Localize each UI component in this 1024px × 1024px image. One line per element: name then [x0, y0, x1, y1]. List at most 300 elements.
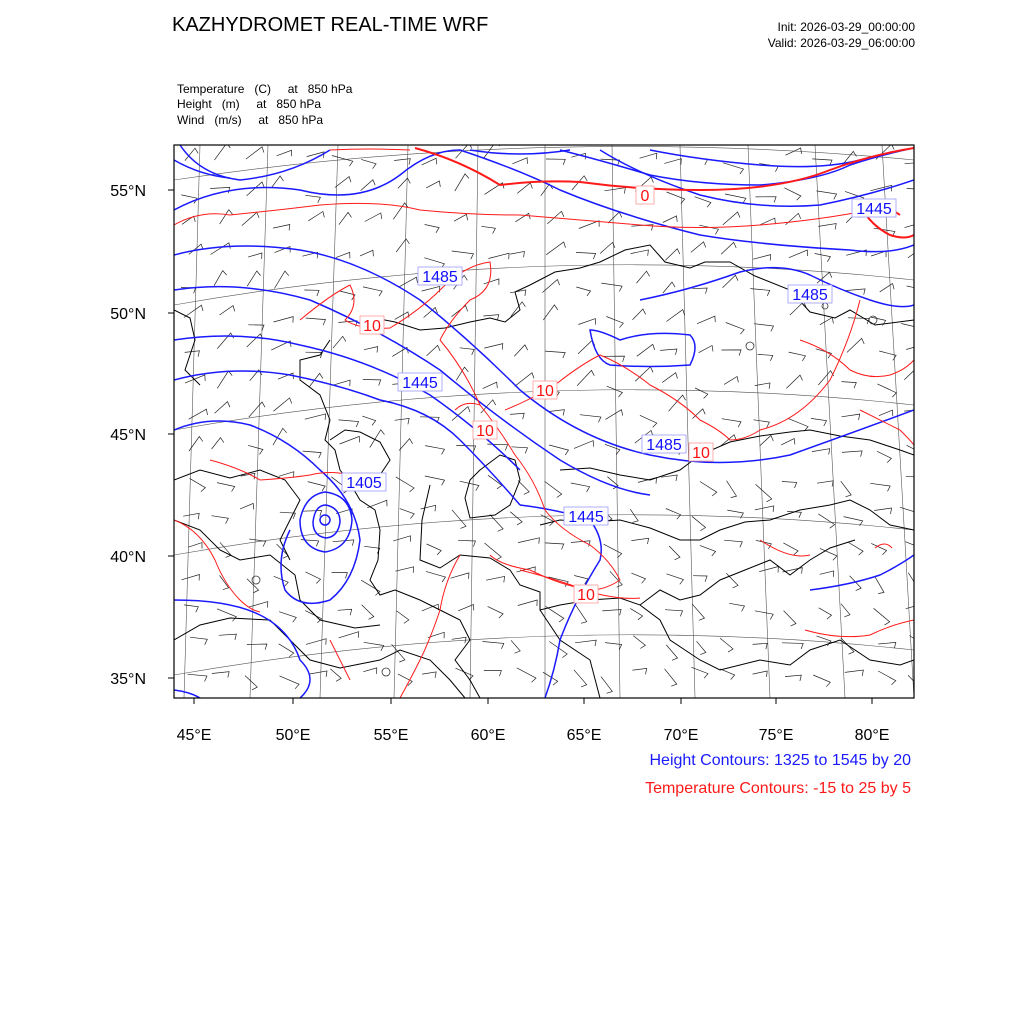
wind-barb: [786, 375, 802, 388]
wind-barb: [635, 367, 653, 381]
wind-barb: [546, 159, 565, 165]
wind-barb: [602, 610, 621, 616]
wind-barb: [789, 250, 808, 258]
wind-barb: [729, 603, 744, 611]
wind-barb: [817, 191, 837, 199]
wind-barb: [600, 242, 615, 253]
wind-barb: [306, 639, 326, 645]
temp-label: 10: [577, 587, 595, 604]
wind-barb: [574, 441, 594, 449]
wind-barb: [279, 472, 294, 478]
wind-barb: [870, 483, 890, 491]
wind-barb: [786, 148, 802, 155]
wind-barb: [786, 213, 801, 224]
wind-barb: [332, 156, 353, 167]
wind-barb: [454, 214, 468, 221]
wind-barb: [571, 483, 590, 492]
wind-barb: [664, 159, 681, 165]
wind-barb: [820, 318, 834, 325]
wind-barb: [724, 540, 742, 547]
wind-barb: [667, 192, 685, 204]
wind-barb: [451, 573, 469, 579]
wind-barb: [422, 286, 440, 292]
wind-barb: [720, 435, 736, 447]
wind-barb: [330, 669, 341, 681]
wind-barb: [305, 414, 326, 420]
wind-barb: [274, 576, 288, 586]
field-height: Height (m) at 850 hPa: [177, 97, 322, 111]
wind-barb: [633, 636, 645, 649]
wind-barb: [666, 645, 677, 660]
wind-barb: [632, 668, 646, 674]
wind-barb: [361, 159, 376, 168]
wind-barb: [904, 365, 922, 380]
lon-label-75: 75°E: [758, 727, 794, 744]
wind-barb: [511, 640, 520, 653]
height-label: 1485: [646, 437, 682, 454]
wind-barb: [248, 325, 264, 331]
borders: [174, 245, 914, 698]
lat-label-55: 55°N: [110, 183, 146, 200]
wind-barb: [604, 544, 622, 558]
wind-barb: [510, 251, 524, 257]
wind-barb: [397, 611, 409, 624]
wind-barb: [691, 242, 706, 253]
wind-barb: [514, 345, 527, 356]
wind-barb: [398, 178, 410, 188]
wind-barb: [784, 188, 801, 200]
wind-barb: [249, 402, 265, 417]
wind-barb: [274, 398, 292, 411]
wind-barb: [188, 674, 207, 681]
wind-barb: [184, 305, 203, 317]
wind-barb: [666, 509, 681, 520]
wind-barb: [877, 451, 891, 462]
wind-barb: [813, 675, 830, 687]
wind-barb: [630, 608, 642, 619]
wind-barb: [879, 410, 893, 416]
wind-barb: [753, 643, 768, 649]
wind-barb: [605, 410, 622, 420]
wind-barb: [905, 224, 919, 230]
wind-barb: [549, 445, 568, 455]
lon-label-45: 45°E: [176, 727, 212, 744]
wind-barb: [907, 286, 923, 295]
wind-barb: [905, 542, 920, 553]
wind-barb: [665, 610, 683, 617]
wind-barb: [601, 283, 622, 291]
wind-barb: [875, 577, 884, 594]
wind-barb: [753, 671, 768, 677]
wind-barb: [580, 415, 601, 423]
wind-barb: [427, 544, 442, 555]
height-label: 1485: [792, 287, 828, 304]
temp-label: 10: [536, 383, 554, 400]
wind-barb: [841, 604, 850, 617]
wind-barb: [400, 509, 415, 519]
wind-barb: [906, 476, 925, 483]
wind-barb: [695, 197, 711, 208]
wind-barb: [640, 415, 657, 427]
wind-barb: [452, 251, 474, 259]
wind-barb: [246, 147, 264, 159]
wind-barb: [364, 347, 378, 353]
wind-barb: [841, 382, 856, 389]
wind-barb: [753, 255, 771, 261]
wind-barb: [722, 419, 741, 427]
wind-barb: [214, 271, 227, 286]
wind-barb: [692, 516, 706, 530]
wind-barb: [543, 305, 558, 320]
wind-barb: [909, 636, 923, 649]
wind-barb: [425, 225, 440, 233]
lon-label-50: 50°E: [275, 727, 311, 744]
wind-barb: [395, 312, 409, 320]
wind-barb: [874, 608, 890, 625]
wind-barb: [640, 153, 657, 159]
wind-barb: [789, 352, 806, 361]
wind-barb: [756, 484, 772, 502]
temp-label: 10: [476, 423, 494, 440]
wind-barb: [484, 344, 503, 350]
wind-barb: [608, 212, 622, 223]
wind-barb: [720, 669, 735, 680]
wind-barb: [601, 677, 612, 694]
wind-barb: [220, 210, 233, 224]
wind-barb: [908, 675, 922, 692]
wind-barb: [518, 600, 537, 606]
wind-barb: [306, 572, 321, 584]
wind-barb: [669, 546, 680, 560]
height-contour-legend: Height Contours: 1325 to 1545 by 20: [649, 752, 911, 769]
wind-barb: [481, 226, 495, 233]
height-label: 1445: [856, 201, 892, 218]
wind-barb: [184, 605, 198, 612]
wind-barb: [633, 309, 646, 320]
wind-barb: [785, 675, 801, 681]
wind-barb: [338, 609, 352, 615]
wind-barb: [908, 246, 926, 258]
lon-label-60: 60°E: [470, 727, 506, 744]
wind-barb: [630, 509, 638, 522]
wind-barb: [452, 510, 466, 529]
wind-barb: [665, 669, 677, 686]
wind-barb: [211, 243, 231, 255]
wind-barb: [607, 386, 623, 397]
wind-barb: [576, 287, 590, 296]
wind-barb: [460, 348, 475, 355]
wind-barb: [637, 344, 655, 356]
wind-barb: [754, 324, 774, 332]
wind-barb: [242, 212, 259, 225]
lat-label-50: 50°N: [110, 306, 146, 323]
wind-barb: [666, 310, 684, 322]
wind-barb: [190, 637, 207, 645]
wind-barb: [545, 543, 564, 550]
wind-barb: [721, 350, 741, 356]
wind-barb: [575, 640, 596, 646]
wind-barb: [665, 249, 680, 261]
wind-barb: [395, 418, 410, 424]
wind-barb: [393, 536, 410, 542]
lon-label-80: 80°E: [854, 727, 890, 744]
wind-barb: [517, 183, 532, 194]
wind-barb: [279, 612, 296, 623]
lat-label-45: 45°N: [110, 427, 146, 444]
wind-barb: [339, 420, 359, 427]
wind-barb: [697, 641, 706, 654]
wind-barb: [363, 380, 381, 386]
wind-barb: [308, 482, 326, 492]
wind-barb: [427, 345, 441, 355]
wind-barb: [631, 538, 648, 544]
wind-barb: [877, 384, 896, 397]
wind-barb: [692, 288, 707, 294]
height-label: 1405: [346, 475, 382, 492]
wind-barb: [280, 676, 300, 689]
wind-barb: [811, 418, 827, 426]
lat-label-35: 35°N: [110, 671, 146, 688]
wind-barb: [425, 476, 445, 485]
wind-barb: [189, 409, 208, 419]
wind-barb: [277, 150, 292, 156]
wind-barb: [215, 402, 230, 414]
wind-barb: [272, 176, 284, 187]
wind-barb: [818, 224, 836, 230]
wind-barb: [217, 371, 232, 388]
wind-barb: [879, 351, 896, 360]
wind-barb: [512, 158, 527, 164]
wind-barb: [336, 252, 350, 258]
wind-barb: [750, 289, 770, 296]
temperature-labels: [360, 186, 713, 604]
field-wind: Wind (m/s) at 850 hPa: [177, 113, 324, 127]
wind-barb: [306, 318, 326, 325]
wind-barb: [848, 542, 863, 555]
wind-barb: [364, 642, 384, 651]
wind-barb: [518, 538, 539, 544]
wind-barb: [370, 430, 385, 448]
wind-barb: [247, 579, 259, 593]
wind-barb: [247, 271, 260, 286]
wind-barb: [758, 354, 773, 361]
wind-barb: [817, 481, 833, 487]
wind-barb: [399, 277, 418, 287]
wind-barb: [576, 252, 596, 259]
wind-barb: [247, 644, 267, 650]
height-label: 1445: [402, 375, 438, 392]
plot-frame: [174, 145, 914, 698]
wind-barb: [759, 567, 778, 573]
wind-barb: [399, 439, 413, 451]
wind-barb: [545, 351, 565, 358]
wind-barb: [212, 672, 229, 678]
wind-barb: [303, 511, 322, 517]
wind-barb: [631, 250, 649, 256]
wind-barb: [697, 316, 715, 324]
lon-label-70: 70°E: [663, 727, 699, 744]
wind-barb: [700, 545, 716, 556]
wind-barb: [248, 445, 263, 454]
wind-barb: [274, 271, 288, 288]
wind-barb: [841, 481, 852, 497]
wind-barb: [700, 482, 717, 497]
wind-barb: [578, 319, 595, 325]
temp-label: 10: [692, 445, 710, 462]
wind-barb: [720, 638, 733, 652]
wind-barb: [663, 216, 677, 223]
wind-barb: [788, 418, 808, 431]
wind-barb: [304, 290, 319, 296]
wind-barb: [723, 212, 740, 225]
valid-time: Valid: 2026-03-29_06:00:00: [767, 36, 915, 50]
wind-barb: [484, 671, 502, 677]
wind-barb: [545, 481, 562, 497]
wind-barb: [189, 543, 202, 549]
wind-barb: [308, 212, 324, 221]
wind-barb: [692, 604, 705, 621]
wind-barb: [874, 508, 891, 514]
wind-barb: [845, 670, 864, 676]
wind-barb: [755, 506, 774, 512]
height-contours: [174, 145, 914, 698]
wind-barb: [183, 513, 199, 519]
wind-barb: [482, 642, 503, 649]
wind-barb: [363, 287, 382, 296]
wind-barb: [693, 576, 707, 582]
wind-barb: [363, 668, 377, 674]
wind-barb: [726, 323, 744, 335]
wind-barb: [842, 451, 862, 457]
wind-barb: [426, 571, 446, 582]
wind-barb: [842, 414, 860, 420]
wind-barb: [604, 188, 625, 194]
wind-barb: [755, 611, 773, 620]
wind-barb: [274, 317, 294, 323]
init-time: Init: 2026-03-29_00:00:00: [777, 20, 915, 34]
wind-barb: [249, 602, 268, 608]
wind-barb: [484, 279, 499, 285]
wind-barb: [660, 349, 677, 355]
wind-barb: [212, 516, 229, 524]
wind-barb: [727, 481, 737, 498]
wind-barb: [815, 254, 831, 262]
wind-barb: [455, 174, 469, 191]
wind-barbs: [181, 141, 926, 693]
wind-barb: [240, 503, 254, 509]
wind-barb: [426, 181, 440, 188]
wind-barb: [360, 250, 373, 256]
wind-barb: [339, 212, 352, 224]
wind-barb: [425, 446, 444, 455]
wind-barb: [699, 346, 713, 353]
wind-barb: [481, 400, 496, 413]
wind-barb: [340, 436, 360, 444]
wind-barb: [335, 177, 351, 188]
wind-barb: [305, 195, 320, 202]
wind-barb: [574, 670, 587, 687]
wind-barb: [279, 644, 294, 657]
wind-barb: [782, 482, 797, 489]
graticule: [174, 145, 914, 698]
wind-barb: [878, 671, 896, 685]
map-title: KAZHYDROMET REAL-TIME WRF: [172, 14, 489, 36]
wind-barb: [247, 334, 263, 347]
lat-label-40: 40°N: [110, 549, 146, 566]
wind-barb: [364, 546, 380, 553]
wind-barb: [219, 634, 237, 640]
wind-barb: [510, 413, 524, 419]
wind-barb: [784, 611, 796, 627]
wind-barb: [518, 481, 529, 495]
wind-barb: [248, 253, 262, 259]
wind-barb: [422, 672, 436, 678]
wind-barb: [185, 351, 200, 357]
wind-barb: [332, 573, 348, 579]
wind-barb: [483, 382, 498, 388]
wind-barb: [365, 213, 382, 222]
wind-barb: [812, 449, 830, 455]
wind-barb: [848, 318, 869, 324]
wind-barb: [305, 611, 321, 623]
wind-barb: [486, 576, 505, 582]
wind-barb: [488, 606, 504, 618]
field-temperature: Temperature (C) at 850 hPa: [177, 82, 353, 96]
wind-barb: [395, 567, 413, 573]
wind-barb: [847, 338, 864, 352]
wind-barb: [220, 306, 235, 315]
wind-barb: [214, 143, 230, 160]
wind-barb: [182, 575, 200, 581]
wind-barb: [721, 242, 736, 254]
wind-barb: [723, 163, 744, 174]
wind-barb: [515, 373, 534, 387]
wind-barb: [362, 605, 374, 620]
wind-barb: [724, 377, 738, 385]
wind-barb: [820, 571, 834, 577]
wind-barb: [546, 606, 564, 622]
wind-barb: [699, 225, 718, 234]
wind-barb: [901, 324, 921, 334]
wind-barb: [421, 505, 436, 511]
wind-barb: [577, 370, 594, 385]
wind-barb: [310, 671, 327, 677]
wind-barb: [212, 438, 224, 449]
wind-barb: [756, 197, 777, 203]
wind-barb: [190, 478, 206, 491]
wind-barb: [362, 416, 375, 425]
wind-barb: [396, 239, 409, 252]
wind-barb: [575, 604, 587, 624]
wind-barb: [819, 608, 832, 619]
wind-barb: [820, 548, 837, 560]
wind-barb: [546, 242, 565, 255]
lon-label-65: 65°E: [566, 727, 602, 744]
wind-barb: [818, 514, 834, 528]
wind-barb: [637, 271, 650, 283]
wind-barb: [755, 383, 770, 389]
temperature-contour-legend: Temperature Contours: -15 to 25 by 5: [645, 780, 911, 797]
wind-barb: [662, 373, 677, 383]
wind-barb: [817, 636, 832, 646]
wind-barb: [245, 676, 257, 690]
wind-barb: [489, 253, 510, 259]
temp-label: 10: [363, 318, 381, 335]
height-label: 1485: [422, 269, 458, 286]
wind-barb: [458, 540, 475, 546]
wind-barb: [361, 580, 380, 595]
wind-barb: [631, 573, 645, 583]
